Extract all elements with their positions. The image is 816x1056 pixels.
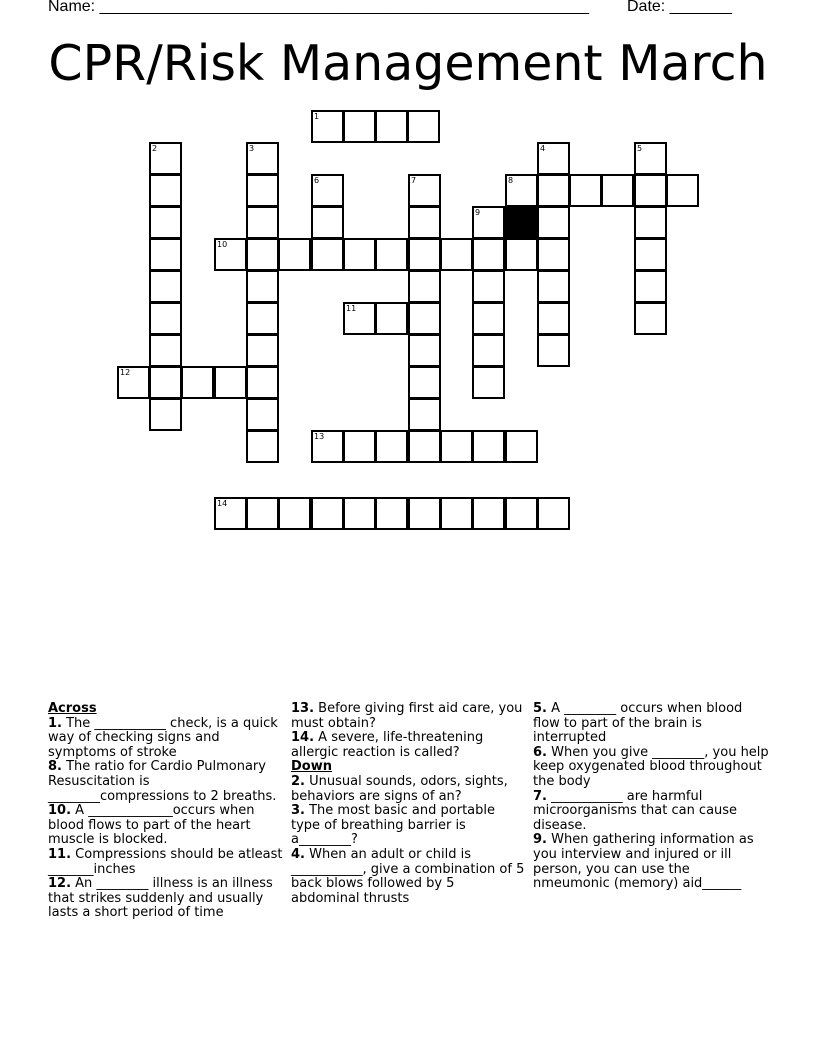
clue-across-10 [48,804,284,848]
clue-number: 5 [637,144,643,153]
clue-number-label: 5. [533,701,547,716]
clue-across-11 [48,848,284,877]
grid-cell[interactable] [343,497,376,530]
clues-column-1 [48,702,284,921]
grid-cell[interactable] [375,497,408,530]
grid-cell[interactable] [505,174,538,207]
grid-cell[interactable] [634,238,667,271]
clue-text: A _____________occurs when blood flows to part of the heart muscle is blocked. [48,803,255,848]
grid-cell[interactable] [505,430,538,463]
clue-number: 9 [475,208,481,217]
grid-cell[interactable] [149,142,182,175]
clue-number-label: 10. [48,803,72,819]
grid-cell[interactable] [246,430,279,463]
clue-number: 13 [314,432,325,441]
grid-cell[interactable] [408,430,441,463]
grid-cell[interactable] [634,302,667,335]
grid-cell[interactable] [246,174,279,207]
clue-text: A ________ occurs when blood flow to part of the brain is interrupted [533,701,743,746]
grid-cell[interactable] [408,302,441,335]
grid-cell[interactable] [634,206,667,239]
grid-cell[interactable] [343,302,376,335]
grid-cell[interactable] [311,206,344,239]
grid-cell[interactable] [117,366,150,399]
clue-number-label: 8. [48,759,62,775]
page-title: CPR/Risk Management March [48,35,768,92]
grid-cell[interactable] [149,174,182,207]
grid-cell[interactable] [537,142,570,175]
grid-cell[interactable] [149,206,182,239]
clue-across-13 [291,702,527,731]
grid-cell[interactable] [311,238,344,271]
grid-cell[interactable] [440,238,473,271]
grid-cell[interactable] [343,110,376,143]
grid-cell[interactable] [537,174,570,207]
grid-cell[interactable] [472,430,505,463]
grid-cell[interactable] [537,270,570,303]
grid-cell[interactable] [537,334,570,367]
grid-cell[interactable] [311,497,344,530]
clue-number-label: 11. [48,846,72,862]
clue-number: 14 [217,499,228,508]
clue-across-1 [48,717,284,761]
clue-down-9 [533,833,769,891]
grid-cell[interactable] [601,174,634,207]
clue-number-label: 7. [533,788,547,804]
grid-cell[interactable] [440,430,473,463]
clue-text: When an adult or child is ___________, give a combination of 5 back blows followed by 5 abdominal thrusts [291,846,525,906]
grid-cell[interactable] [375,110,408,143]
grid-cell[interactable] [343,430,376,463]
grid-cell[interactable] [149,270,182,303]
clue-number-label: 6. [533,744,547,760]
grid-cell[interactable] [634,270,667,303]
grid-cell[interactable] [472,497,505,530]
clue-number-label: 12. [48,876,72,892]
clues-column-2 [291,702,527,906]
clue-text: The ___________ check, is a quick way of checking signs and symptoms of stroke [48,715,278,760]
clue-across-8 [48,760,284,804]
clue-number-label: 4. [291,846,305,862]
clue-number-label: 3. [291,803,305,819]
grid-cell[interactable] [408,398,441,431]
grid-cell[interactable] [537,206,570,239]
grid-cell[interactable] [246,142,279,175]
clue-down-4 [291,848,527,906]
clue-number: 8 [508,176,514,185]
grid-cell[interactable] [246,238,279,271]
clue-number-label: 1. [48,715,62,731]
clue-number-label: 13. [291,701,315,716]
grid-cell[interactable] [537,238,570,271]
clue-text: When you give ________, you help keep oxygenated blood throughout the body [533,744,769,789]
grid-cell[interactable] [246,206,279,239]
grid-cell[interactable] [408,270,441,303]
grid-cell[interactable] [569,174,602,207]
grid-cell[interactable] [407,110,440,143]
grid-cell[interactable] [408,497,441,530]
clues-column-3 [533,702,769,892]
grid-cell[interactable] [505,497,538,530]
grid-cell[interactable] [149,334,182,367]
clue-down-5 [533,702,769,746]
clue-down-3 [291,804,527,848]
grid-cell[interactable] [246,302,279,335]
clue-number: 2 [152,144,158,153]
grid-cell[interactable] [246,334,279,367]
clue-down-7 [533,790,769,834]
grid-cell[interactable] [278,238,311,271]
grid-cell[interactable] [408,174,441,207]
clue-text: The ratio for Cardio Pulmonary Resuscitation is ________compressions to 2 breaths. [48,759,277,804]
grid-cell[interactable] [311,174,344,207]
grid-cell[interactable] [537,497,570,530]
grid-cell[interactable] [278,497,311,530]
grid-cell[interactable] [375,302,408,335]
grid-cell[interactable] [472,334,505,367]
grid-cell[interactable] [408,206,441,239]
down-heading: Down [291,759,332,775]
grid-cell[interactable] [149,302,182,335]
clue-text: An ________ illness is an illness that strikes suddenly and usually lasts a short period of time [48,876,273,921]
grid-cell[interactable] [505,238,538,271]
clue-number: 7 [411,176,417,185]
grid-cell[interactable] [440,497,473,530]
clue-number-label: 9. [533,832,547,848]
clue-text: Unusual sounds, odors, sights, behaviors are signs of an? [291,773,508,804]
clue-text: A severe, life-threatening allergic reaction is called? [291,730,484,760]
clue-number: 6 [314,176,320,185]
grid-cell[interactable] [149,238,182,271]
across-heading: Across [48,701,97,716]
grid-cell[interactable] [634,142,667,175]
grid-cell[interactable] [408,334,441,367]
clue-number: 10 [217,240,228,249]
clue-text: Before giving first aid care, you must obtain? [291,701,523,731]
clue-number: 11 [346,304,357,313]
clue-text: Compressions should be atleast _______inches [48,846,283,877]
grid-cell[interactable] [214,238,247,271]
grid-cell[interactable] [666,174,699,207]
grid-cell[interactable] [634,174,667,207]
clue-text: The most basic and portable type of breathing barrier is a________? [291,803,495,848]
clue-number: 3 [249,144,255,153]
grid-cell[interactable] [214,366,247,399]
date-field-label: Date: _______ [627,0,732,15]
clue-number-label: 14. [291,730,315,746]
clue-number: 12 [120,368,131,377]
grid-cell[interactable] [311,430,344,463]
grid-cell[interactable] [408,238,441,271]
grid-cell[interactable] [181,366,214,399]
grid-cell[interactable] [537,302,570,335]
clue-text: ___________ are harmful microorganisms that can cause disease. [533,788,738,833]
grid-cell[interactable] [375,238,408,271]
grid-cell[interactable] [408,366,441,399]
clue-number: 4 [540,144,546,153]
clue-down-2 [291,775,527,804]
grid-cell[interactable] [246,398,279,431]
blocked-cell [505,206,538,239]
grid-cell[interactable] [149,398,182,431]
grid-cell[interactable] [214,497,247,530]
grid-cell[interactable] [149,366,182,399]
clue-text: When gathering information as you interview and injured or ill person, you can use the nmeumonic (memory) aid______ [533,832,754,892]
clue-down-6 [533,746,769,790]
grid-cell[interactable] [375,430,408,463]
clue-number-label: 2. [291,773,305,789]
grid-cell[interactable] [472,366,505,399]
clue-number: 1 [314,112,320,121]
grid-cell[interactable] [472,270,505,303]
clue-across-14 [291,731,527,760]
grid-cell[interactable] [311,110,344,143]
grid-cell[interactable] [472,238,505,271]
grid-cell[interactable] [246,366,279,399]
name-field-label: Name: _______________________________________________________ [48,0,589,15]
grid-cell[interactable] [246,270,279,303]
clue-across-12 [48,877,284,921]
grid-cell[interactable] [246,497,279,530]
grid-cell[interactable] [343,238,376,271]
grid-cell[interactable] [472,206,505,239]
grid-cell[interactable] [472,302,505,335]
